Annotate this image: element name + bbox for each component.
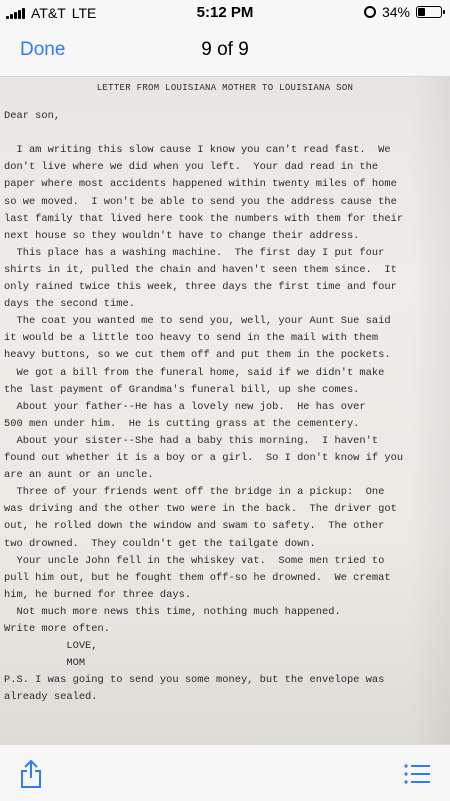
letter-line: him, he burned for three days. <box>4 588 192 601</box>
status-right <box>364 4 442 20</box>
letter-line: next house so they wouldn't have to change their address. <box>4 229 360 242</box>
letter-line: LOVE, <box>4 640 98 653</box>
done-button[interactable]: Done <box>20 39 66 60</box>
letter-line: Three of your friends went off the bridge in a pickup: One <box>4 486 385 499</box>
bottom-toolbar <box>0 744 450 801</box>
page-indicator: 9 of 9 <box>201 39 249 60</box>
battery-percent: 34% <box>381 4 410 20</box>
document-title: LETTER FROM LOUISIANA MOTHER TO LOUISIANA SON <box>96 83 354 93</box>
carrier-label: AT&T <box>31 5 66 21</box>
letter-line: days the second time. <box>4 298 135 311</box>
letter-line: The coat you wanted me to send you, well, your Aunt Sue said <box>4 315 391 328</box>
letter-line: out, he rolled down the window and swam to safety. The other <box>4 520 385 533</box>
letter-line: We got a bill from the funeral home, said if we didn't make <box>4 366 385 379</box>
letter-line: Dear son, <box>4 110 61 122</box>
letter-line: are an aunt or an uncle. <box>4 469 154 482</box>
letter-line: last family that lived here took the numbers with them for their <box>4 212 404 225</box>
letter-line: the last payment of Grandma's funeral bill, up she comes. <box>4 383 360 396</box>
letter-line: I am writing this slow cause I know you can't read fast. We <box>4 144 391 157</box>
letter-line: so we moved. I won't be able to send you the address cause the <box>4 195 397 208</box>
letter-line: P.S. I was going to send you some money, but the envelope was <box>4 674 385 687</box>
share-icon[interactable] <box>20 760 42 788</box>
letter-line: paper where most accidents happened within twenty miles of home <box>4 178 397 191</box>
letter-line: Write more often. <box>4 623 111 635</box>
letter-line: Your uncle John fell in the whiskey vat. Some men tried to <box>4 554 385 567</box>
letter-line: MOM <box>4 657 86 670</box>
letter-line: heavy buttons, so we cut them off and put them in the pockets. <box>4 349 391 362</box>
document-viewer[interactable] <box>0 77 450 744</box>
letter-line: already sealed. <box>4 691 98 704</box>
letter-line: found out whether it is a boy or a girl. So I don't know if you <box>4 452 404 464</box>
letter-line: it would be a little too heavy to send in the mail with them <box>4 332 379 345</box>
letter-line: only rained twice this week, three days the first time and four <box>4 281 397 293</box>
alarm-icon <box>364 6 376 18</box>
letter-line: About your father--He has a lovely new job. He has over <box>4 400 366 413</box>
letter-line: 500 men under him. He is cutting grass at the cementery. <box>4 417 360 430</box>
list-icon[interactable] <box>404 764 430 784</box>
letter-line: shirts in it, pulled the chain and haven't seen them since. It <box>4 263 397 276</box>
letter-line: About your sister--She had a baby this morning. I haven't <box>4 434 379 447</box>
letter-line: don't live where we did when you left. Your dad read in the <box>4 161 379 174</box>
network-label: LTE <box>71 5 97 21</box>
letter-line: pull him out, but he fought them off-so he drowned. We cremat <box>4 571 391 584</box>
status-bar <box>0 0 450 26</box>
letter-line: two drowned. They couldn't get the tailgate down. <box>4 537 316 550</box>
battery-icon <box>416 6 442 18</box>
letter-page <box>0 77 450 744</box>
letter-line: This place has a washing machine. The first day I put four <box>4 246 385 259</box>
letter-line: was driving and the other two were in the back. The driver got <box>4 503 397 516</box>
letter-line: Not much more news this time, nothing much happened. <box>4 605 341 618</box>
status-time: 5:12 PM <box>196 4 254 21</box>
nav-bar <box>0 26 450 77</box>
